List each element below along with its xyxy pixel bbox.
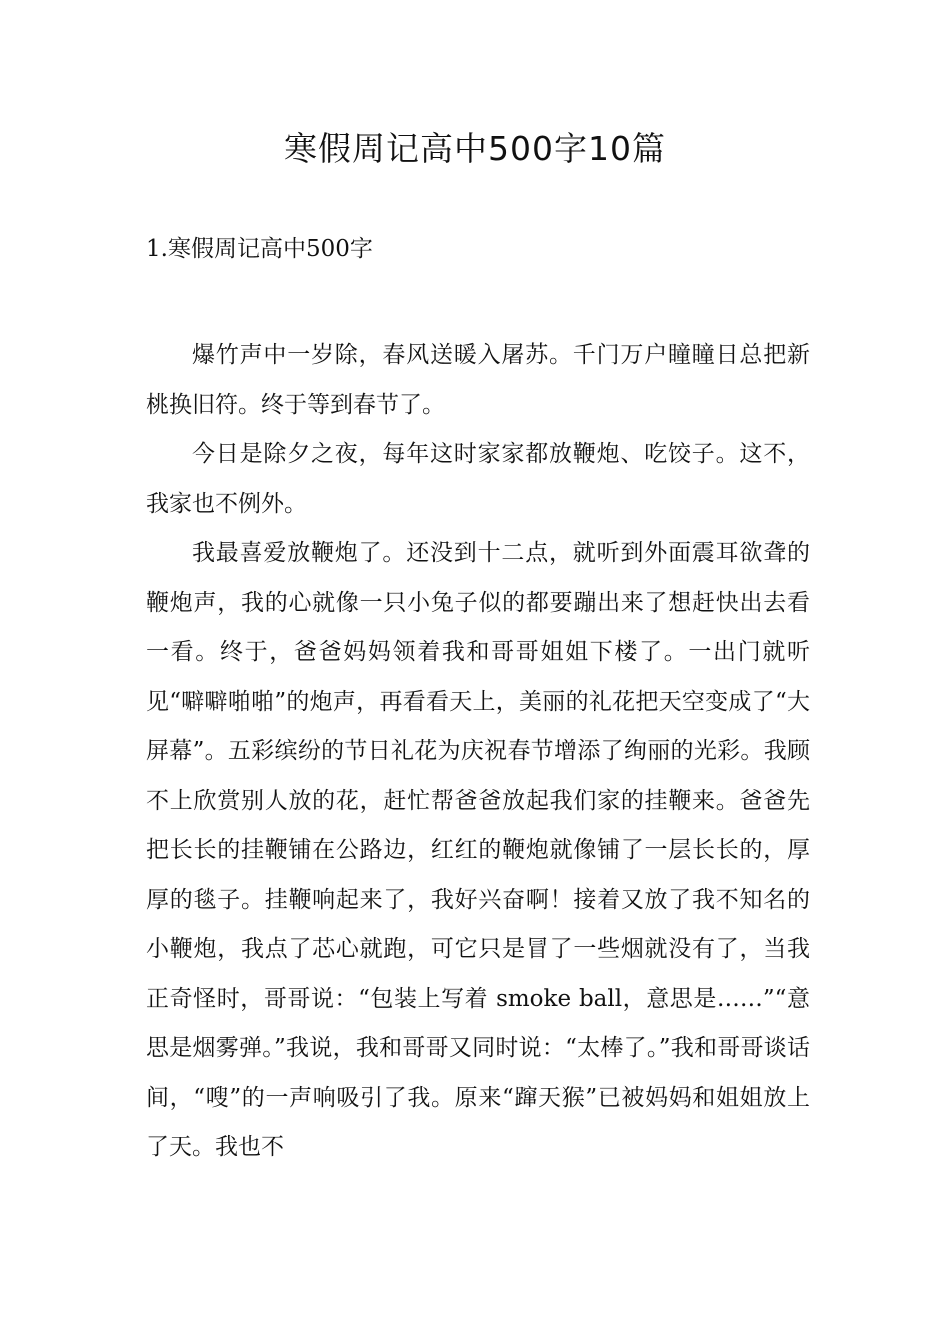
document-title: 寒假周记高中500字10篇 — [284, 129, 666, 168]
section-heading: 1.寒假周记高中500字 — [146, 236, 373, 262]
paragraph-1: 爆竹声中一岁除，春风送暖入屠苏。千门万户瞳瞳日总把新桃换旧符。终于等到春节了。 — [146, 342, 810, 418]
paragraph-2: 今日是除夕之夜，每年这时家家都放鞭炮、吃饺子。这不，我家也不例外。 — [146, 441, 810, 517]
body-text — [146, 331, 810, 1173]
paragraph-3: 我最喜爱放鞭炮了。还没到十二点，就听到外面震耳欲聋的鞭炮声，我的心就像一只小兔子似的都要蹦出来了想赶快出去看一看。终于，爸爸妈妈领着我和哥哥姐姐下楼了。一出门就听见“噼噼啪啪”的炮声，再看看天上，美丽的礼花把天空变成了“大屏幕”。五彩缤纷的节日礼花为庆祝春节增添了绚丽的光彩。我顾不上欣赏别人放的花，赶忙帮爸爸放起我们家的挂鞭来。爸爸先把长长的挂鞭铺在公路边，红红的鞭炮就像铺了一层长长的，厚厚的毯子。挂鞭响起来了，我好兴奋啊！接着又放了我不知名的小鞭炮，我点了芯心就跑，可它只是冒了一些烟就没有了，当我正奇怪时，哥哥说：“包装上写着 smoke ball，意思是……”“意思是烟雾弹。”我说，我和哥哥又同时说：“太棒了。”我和哥哥谈话间，“嗖”的一声响吸引了我。原来“蹿天猴”已被妈妈和姐姐放上了天。我也不 — [146, 540, 810, 1160]
